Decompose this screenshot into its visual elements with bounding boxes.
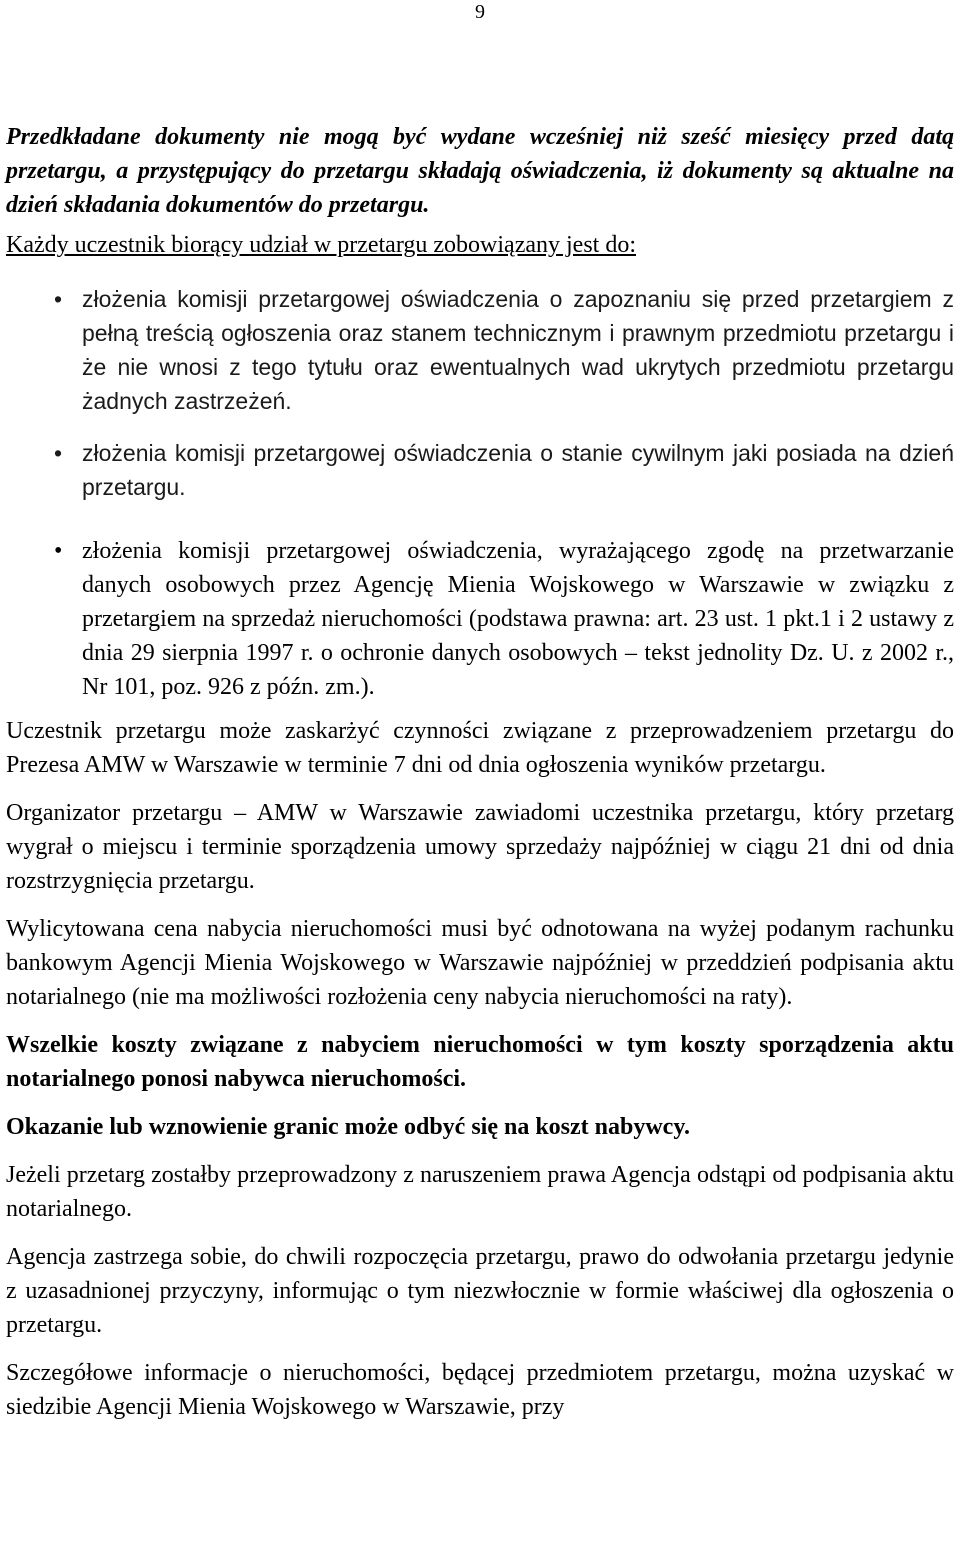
page-number: 9 bbox=[475, 1, 485, 23]
list-item bbox=[6, 534, 954, 704]
bullet-icon: • bbox=[54, 440, 63, 466]
document-body bbox=[6, 120, 954, 1424]
complaint-paragraph: Uczestnik przetargu może zaskarżyć czynności związane z przeprowadzeniem przetargu do Prezesa AMW w Warszawie w terminie 7 dni od dnia ogłoszenia wyników przetargu. bbox=[6, 718, 954, 778]
list-item-text: złożenia komisji przetargowej oświadczenia, wyrażającego zgodę na przetwarzanie danych osobowych przez Agencję Mienia Wojskowego w Warszawie w związku z przetargiem na sprzedaż nieruchomości (podstawa prawna: art. 23 ust. 1 pkt.1 i 2 ustawy z dnia 29 sierpnia 1997 r. o ochronie danych osobowych – tekst jednolity Dz. U. z 2002 r., Nr 101, poz. 926 z późn. zm.). bbox=[82, 538, 954, 700]
list-item-text: złożenia komisji przetargowej oświadczenia o zapoznaniu się przed przetargiem z pełną treścią ogłoszenia oraz stanem technicznym i prawnym przedmiotu przetargu i że nie wnosi z tego tytułu oraz ewentualnych wad ukrytych przedmiotu przetargu żadnych zastrzeżeń. bbox=[82, 286, 954, 414]
obligations-list bbox=[6, 282, 954, 704]
notification-paragraph: Organizator przetargu – AMW w Warszawie zawiadomi uczestnika przetargu, który przetarg wygrał o miejscu i terminie sporządzenia umowy sprzedaży najpóźniej w ciągu 21 dni od dnia rozstrzygnięcia przetargu. bbox=[6, 800, 954, 894]
intro-paragraph: Przedkładane dokumenty nie mogą być wydane wcześniej niż sześć miesięcy przed datą przetargu, a przystępujący do przetargu składają oświadczenia, iż dokumenty są aktualne na dzień składania dokumentów do przetargu. bbox=[6, 124, 954, 218]
costs-paragraph: Wszelkie koszty związane z nabyciem nieruchomości w tym koszty sporządzenia aktu notarialnego ponosi nabywca nieruchomości. bbox=[6, 1032, 954, 1092]
violation-paragraph: Jeżeli przetarg zostałby przeprowadzony z naruszeniem prawa Agencja odstąpi od podpisania aktu notarialnego. bbox=[6, 1162, 954, 1222]
obligations-heading: Każdy uczestnik biorący udział w przetargu zobowiązany jest do: bbox=[6, 232, 636, 258]
list-item-text: złożenia komisji przetargowej oświadczenia o stanie cywilnym jaki posiada na dzień przetargu. bbox=[82, 440, 954, 500]
bullet-icon: • bbox=[54, 286, 63, 312]
list-item bbox=[6, 436, 954, 504]
details-paragraph: Szczegółowe informacje o nieruchomości, będącej przedmiotem przetargu, można uzyskać w siedzibie Agencji Mienia Wojskowego w Warszawie, przy bbox=[6, 1360, 954, 1420]
cancellation-paragraph: Agencja zastrzega sobie, do chwili rozpoczęcia przetargu, prawo do odwołania przetargu jedynie z uzasadnionej przyczyny, informując o tym niezwłocznie w formie właściwej dla ogłoszenia o przetargu. bbox=[6, 1244, 954, 1338]
boundaries-paragraph: Okazanie lub wznowienie granic może odbyć się na koszt nabywcy. bbox=[6, 1114, 691, 1140]
payment-paragraph: Wylicytowana cena nabycia nieruchomości musi być odnotowana na wyżej podanym rachunku bankowym Agencji Mienia Wojskowego w Warszawie najpóźniej w przeddzień podpisania aktu notarialnego (nie ma możliwości rozłożenia ceny nabycia nieruchomości na raty). bbox=[6, 916, 954, 1010]
list-item bbox=[6, 282, 954, 418]
bullet-icon: • bbox=[54, 538, 63, 564]
